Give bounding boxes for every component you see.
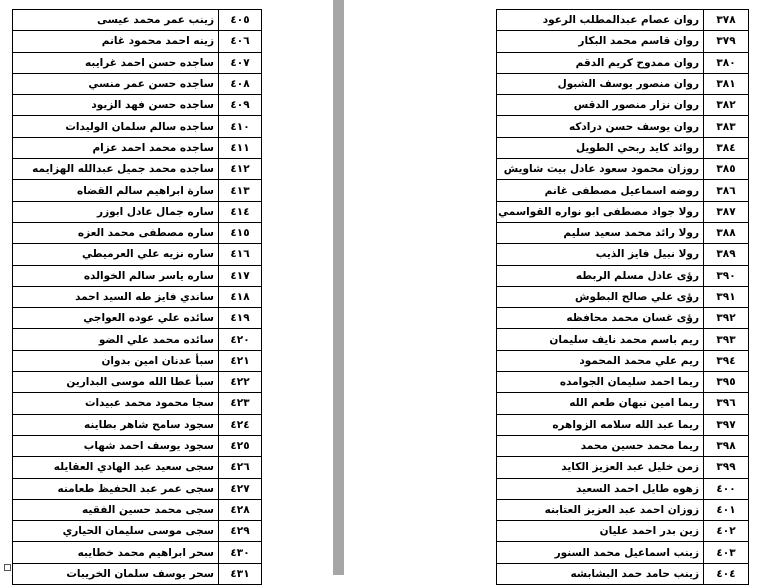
student-name-cell: سجى محمد حسين الفقيه [13, 499, 219, 520]
student-name-cell: ريما محمد حسين محمد [497, 435, 704, 456]
student-name-cell: سحر يوسف سلمان الخريبات [13, 563, 219, 584]
student-name-cell: زينب حامد حمد البشابشه [497, 563, 704, 584]
table-row [497, 329, 749, 350]
row-number-cell: ٤١٧ [219, 265, 262, 286]
table-row [13, 95, 262, 116]
table-row [13, 244, 262, 265]
page-gutter [333, 0, 344, 575]
row-number-cell: ٣٩٠ [704, 265, 749, 286]
table-row [13, 116, 262, 137]
table-row [497, 222, 749, 243]
row-number-cell: ٤١٢ [219, 159, 262, 180]
student-name-cell: ساندي فايز طه السيد احمد [13, 286, 219, 307]
table-row [497, 286, 749, 307]
student-name-cell: روان قاسم محمد البكار [497, 31, 704, 52]
table-row [13, 180, 262, 201]
row-number-cell: ٣٨٢ [704, 95, 749, 116]
table-row [13, 52, 262, 73]
row-number-cell: ٣٨٣ [704, 116, 749, 137]
row-number-cell: ٤٣١ [219, 563, 262, 584]
row-number-cell: ٤٢٧ [219, 478, 262, 499]
student-name-cell: رؤى علي صالح البطوش [497, 286, 704, 307]
student-name-cell: ريما احمد سليمان الجوامده [497, 372, 704, 393]
row-number-cell: ٤١٦ [219, 244, 262, 265]
row-number-cell: ٣٨٠ [704, 52, 749, 73]
table-row [13, 521, 262, 542]
row-number-cell: ٣٩٤ [704, 350, 749, 371]
student-name-cell: زوزان احمد عبد العزيز العتابنه [497, 499, 704, 520]
table-row [13, 393, 262, 414]
row-number-cell: ٤٠١ [704, 499, 749, 520]
student-name-cell: زينه احمد محمود غانم [13, 31, 219, 52]
row-number-cell: ٤٣٠ [219, 542, 262, 563]
table-row [497, 10, 749, 31]
table-row [497, 31, 749, 52]
table-row [497, 265, 749, 286]
table-row [497, 372, 749, 393]
row-number-cell: ٤٠٠ [704, 478, 749, 499]
row-number-cell: ٤١٩ [219, 308, 262, 329]
student-name-cell: ريم باسم محمد نايف سليمان [497, 329, 704, 350]
table-row [13, 31, 262, 52]
student-name-cell: ساجده سالم سلمان الوليدات [13, 116, 219, 137]
student-name-cell: زين بدر احمد عليان [497, 521, 704, 542]
student-name-cell: رؤى غسان محمد محافظه [497, 308, 704, 329]
row-number-cell: ٤١٨ [219, 286, 262, 307]
table-row [13, 10, 262, 31]
student-name-cell: زينب اسماعيل محمد السنور [497, 542, 704, 563]
student-name-cell: زهوه طايل احمد السعيد [497, 478, 704, 499]
left-page [0, 0, 333, 580]
row-number-cell: ٤٢٠ [219, 329, 262, 350]
row-number-cell: ٤٠٩ [219, 95, 262, 116]
table-row [13, 308, 262, 329]
row-number-cell: ٣٩١ [704, 286, 749, 307]
right-page [344, 0, 762, 580]
student-name-cell: ساره مصطفى محمد العزه [13, 222, 219, 243]
table-row [13, 542, 262, 563]
row-number-cell: ٤٢٤ [219, 414, 262, 435]
table-row [497, 563, 749, 584]
table-row [497, 521, 749, 542]
row-number-cell: ٤٠٤ [704, 563, 749, 584]
row-number-cell: ٣٧٨ [704, 10, 749, 31]
table-row [497, 414, 749, 435]
row-number-cell: ٤٠٨ [219, 73, 262, 94]
table-row [13, 350, 262, 371]
student-name-cell: سبأ عطا الله موسى البدارين [13, 372, 219, 393]
table-row [13, 286, 262, 307]
table-row [13, 478, 262, 499]
table-row [13, 265, 262, 286]
student-name-cell: روضه اسماعيل مصطفى غانم [497, 180, 704, 201]
table-row [13, 201, 262, 222]
table-row [497, 95, 749, 116]
student-name-cell: ساجده حسن عمر منسي [13, 73, 219, 94]
table-row [13, 499, 262, 520]
row-number-cell: ٤١٤ [219, 201, 262, 222]
student-name-cell: ساره جمال عادل ابوزر [13, 201, 219, 222]
student-name-cell: سائده علي عوده العواجي [13, 308, 219, 329]
table-row [497, 244, 749, 265]
student-name-cell: سجى عمر عبد الحفيظ طعامنه [13, 478, 219, 499]
row-number-cell: ٤٠٣ [704, 542, 749, 563]
student-name-cell: ساجده حسن احمد غرايبه [13, 52, 219, 73]
student-name-cell: سجى موسى سليمان الحياري [13, 521, 219, 542]
table-row [497, 499, 749, 520]
row-number-cell: ٤٢٨ [219, 499, 262, 520]
row-number-cell: ٣٨٧ [704, 201, 749, 222]
row-number-cell: ٣٨٥ [704, 159, 749, 180]
corner-square-icon [4, 564, 11, 571]
table-row [497, 435, 749, 456]
student-name-cell: سائده محمد علي الضو [13, 329, 219, 350]
student-name-cell: رؤى عادل مسلم الربطه [497, 265, 704, 286]
row-number-cell: ٤٢٩ [219, 521, 262, 542]
student-name-cell: زمن خليل عبد العزيز الكايد [497, 457, 704, 478]
student-name-cell: روائد كايد ربحي الطويل [497, 137, 704, 158]
table-row [13, 372, 262, 393]
row-number-cell: ٣٩٢ [704, 308, 749, 329]
table-row [13, 222, 262, 243]
student-name-cell: رولا جواد مصطفى ابو نواره القواسمي [497, 201, 704, 222]
table-row [497, 73, 749, 94]
table-row [497, 542, 749, 563]
row-number-cell: ٤٢١ [219, 350, 262, 371]
student-name-cell: سجود يوسف احمد شهاب [13, 435, 219, 456]
row-number-cell: ٤١٣ [219, 180, 262, 201]
table-row [497, 308, 749, 329]
table-row [497, 52, 749, 73]
row-number-cell: ٣٩٦ [704, 393, 749, 414]
row-number-cell: ٣٨١ [704, 73, 749, 94]
table-row [13, 457, 262, 478]
table-row [497, 201, 749, 222]
student-name-cell: ريم علي محمد المحمود [497, 350, 704, 371]
row-number-cell: ٤١١ [219, 137, 262, 158]
row-number-cell: ٤٢٥ [219, 435, 262, 456]
table-row [13, 73, 262, 94]
student-name-cell: ساره نزيه علي العرميطي [13, 244, 219, 265]
student-name-cell: سحر ابراهيم محمد خطايبه [13, 542, 219, 563]
table-row [13, 329, 262, 350]
student-name-cell: سجى سعيد عبد الهادي العقايله [13, 457, 219, 478]
student-name-cell: رولا رائد محمد سعيد سليم [497, 222, 704, 243]
row-number-cell: ٤١٠ [219, 116, 262, 137]
row-number-cell: ٣٧٩ [704, 31, 749, 52]
table-row [497, 116, 749, 137]
table-row [13, 435, 262, 456]
student-name-cell: ريما امين نبهان طعم الله [497, 393, 704, 414]
row-number-cell: ٣٨٩ [704, 244, 749, 265]
table-row [13, 414, 262, 435]
table-row [497, 478, 749, 499]
row-number-cell: ٣٩٩ [704, 457, 749, 478]
row-number-cell: ٤٠٢ [704, 521, 749, 542]
student-name-cell: روان عصام عبدالمطلب الرعود [497, 10, 704, 31]
table-row [497, 393, 749, 414]
table-row [497, 159, 749, 180]
table-row [497, 137, 749, 158]
names-table-left [12, 9, 262, 585]
table-row [497, 350, 749, 371]
student-name-cell: ساجده محمد احمد عزام [13, 137, 219, 158]
row-number-cell: ٣٨٨ [704, 222, 749, 243]
table-row [13, 159, 262, 180]
row-number-cell: ٤٢٦ [219, 457, 262, 478]
row-number-cell: ٤٠٦ [219, 31, 262, 52]
row-number-cell: ٣٩٣ [704, 329, 749, 350]
student-name-cell: رولا نبيل فايز الذيب [497, 244, 704, 265]
table-row [497, 180, 749, 201]
student-name-cell: ساره ياسر سالم الخوالده [13, 265, 219, 286]
student-name-cell: روان يوسف حسن درادكه [497, 116, 704, 137]
student-name-cell: سارة ابراهيم سالم القضاه [13, 180, 219, 201]
student-name-cell: سجا محمود محمد عبيدات [13, 393, 219, 414]
names-table-right [496, 9, 749, 585]
table-row [13, 563, 262, 584]
student-name-cell: روان نزار منصور الدقس [497, 95, 704, 116]
student-name-cell: روان منصور يوسف الشبول [497, 73, 704, 94]
row-number-cell: ٣٨٦ [704, 180, 749, 201]
student-name-cell: ساجده حسن فهد الزيود [13, 95, 219, 116]
row-number-cell: ٣٨٤ [704, 137, 749, 158]
student-name-cell: ريما عبد الله سلامه الزواهره [497, 414, 704, 435]
student-name-cell: سجود سامح شاهر بطاينه [13, 414, 219, 435]
student-name-cell: روزان محمود سعود عادل بيت شاويش [497, 159, 704, 180]
row-number-cell: ٣٩٥ [704, 372, 749, 393]
table-row [13, 137, 262, 158]
row-number-cell: ٤٢٣ [219, 393, 262, 414]
student-name-cell: زينب عمر محمد عيسى [13, 10, 219, 31]
table-row [497, 457, 749, 478]
row-number-cell: ٤٠٥ [219, 10, 262, 31]
row-number-cell: ٤٢٢ [219, 372, 262, 393]
row-number-cell: ٣٩٨ [704, 435, 749, 456]
student-name-cell: روان ممدوح كريم الدقم [497, 52, 704, 73]
student-name-cell: سبأ عدنان امين بدوان [13, 350, 219, 371]
row-number-cell: ٣٩٧ [704, 414, 749, 435]
row-number-cell: ٤٠٧ [219, 52, 262, 73]
student-name-cell: ساجده محمد جميل عبدالله الهزايمه [13, 159, 219, 180]
row-number-cell: ٤١٥ [219, 222, 262, 243]
